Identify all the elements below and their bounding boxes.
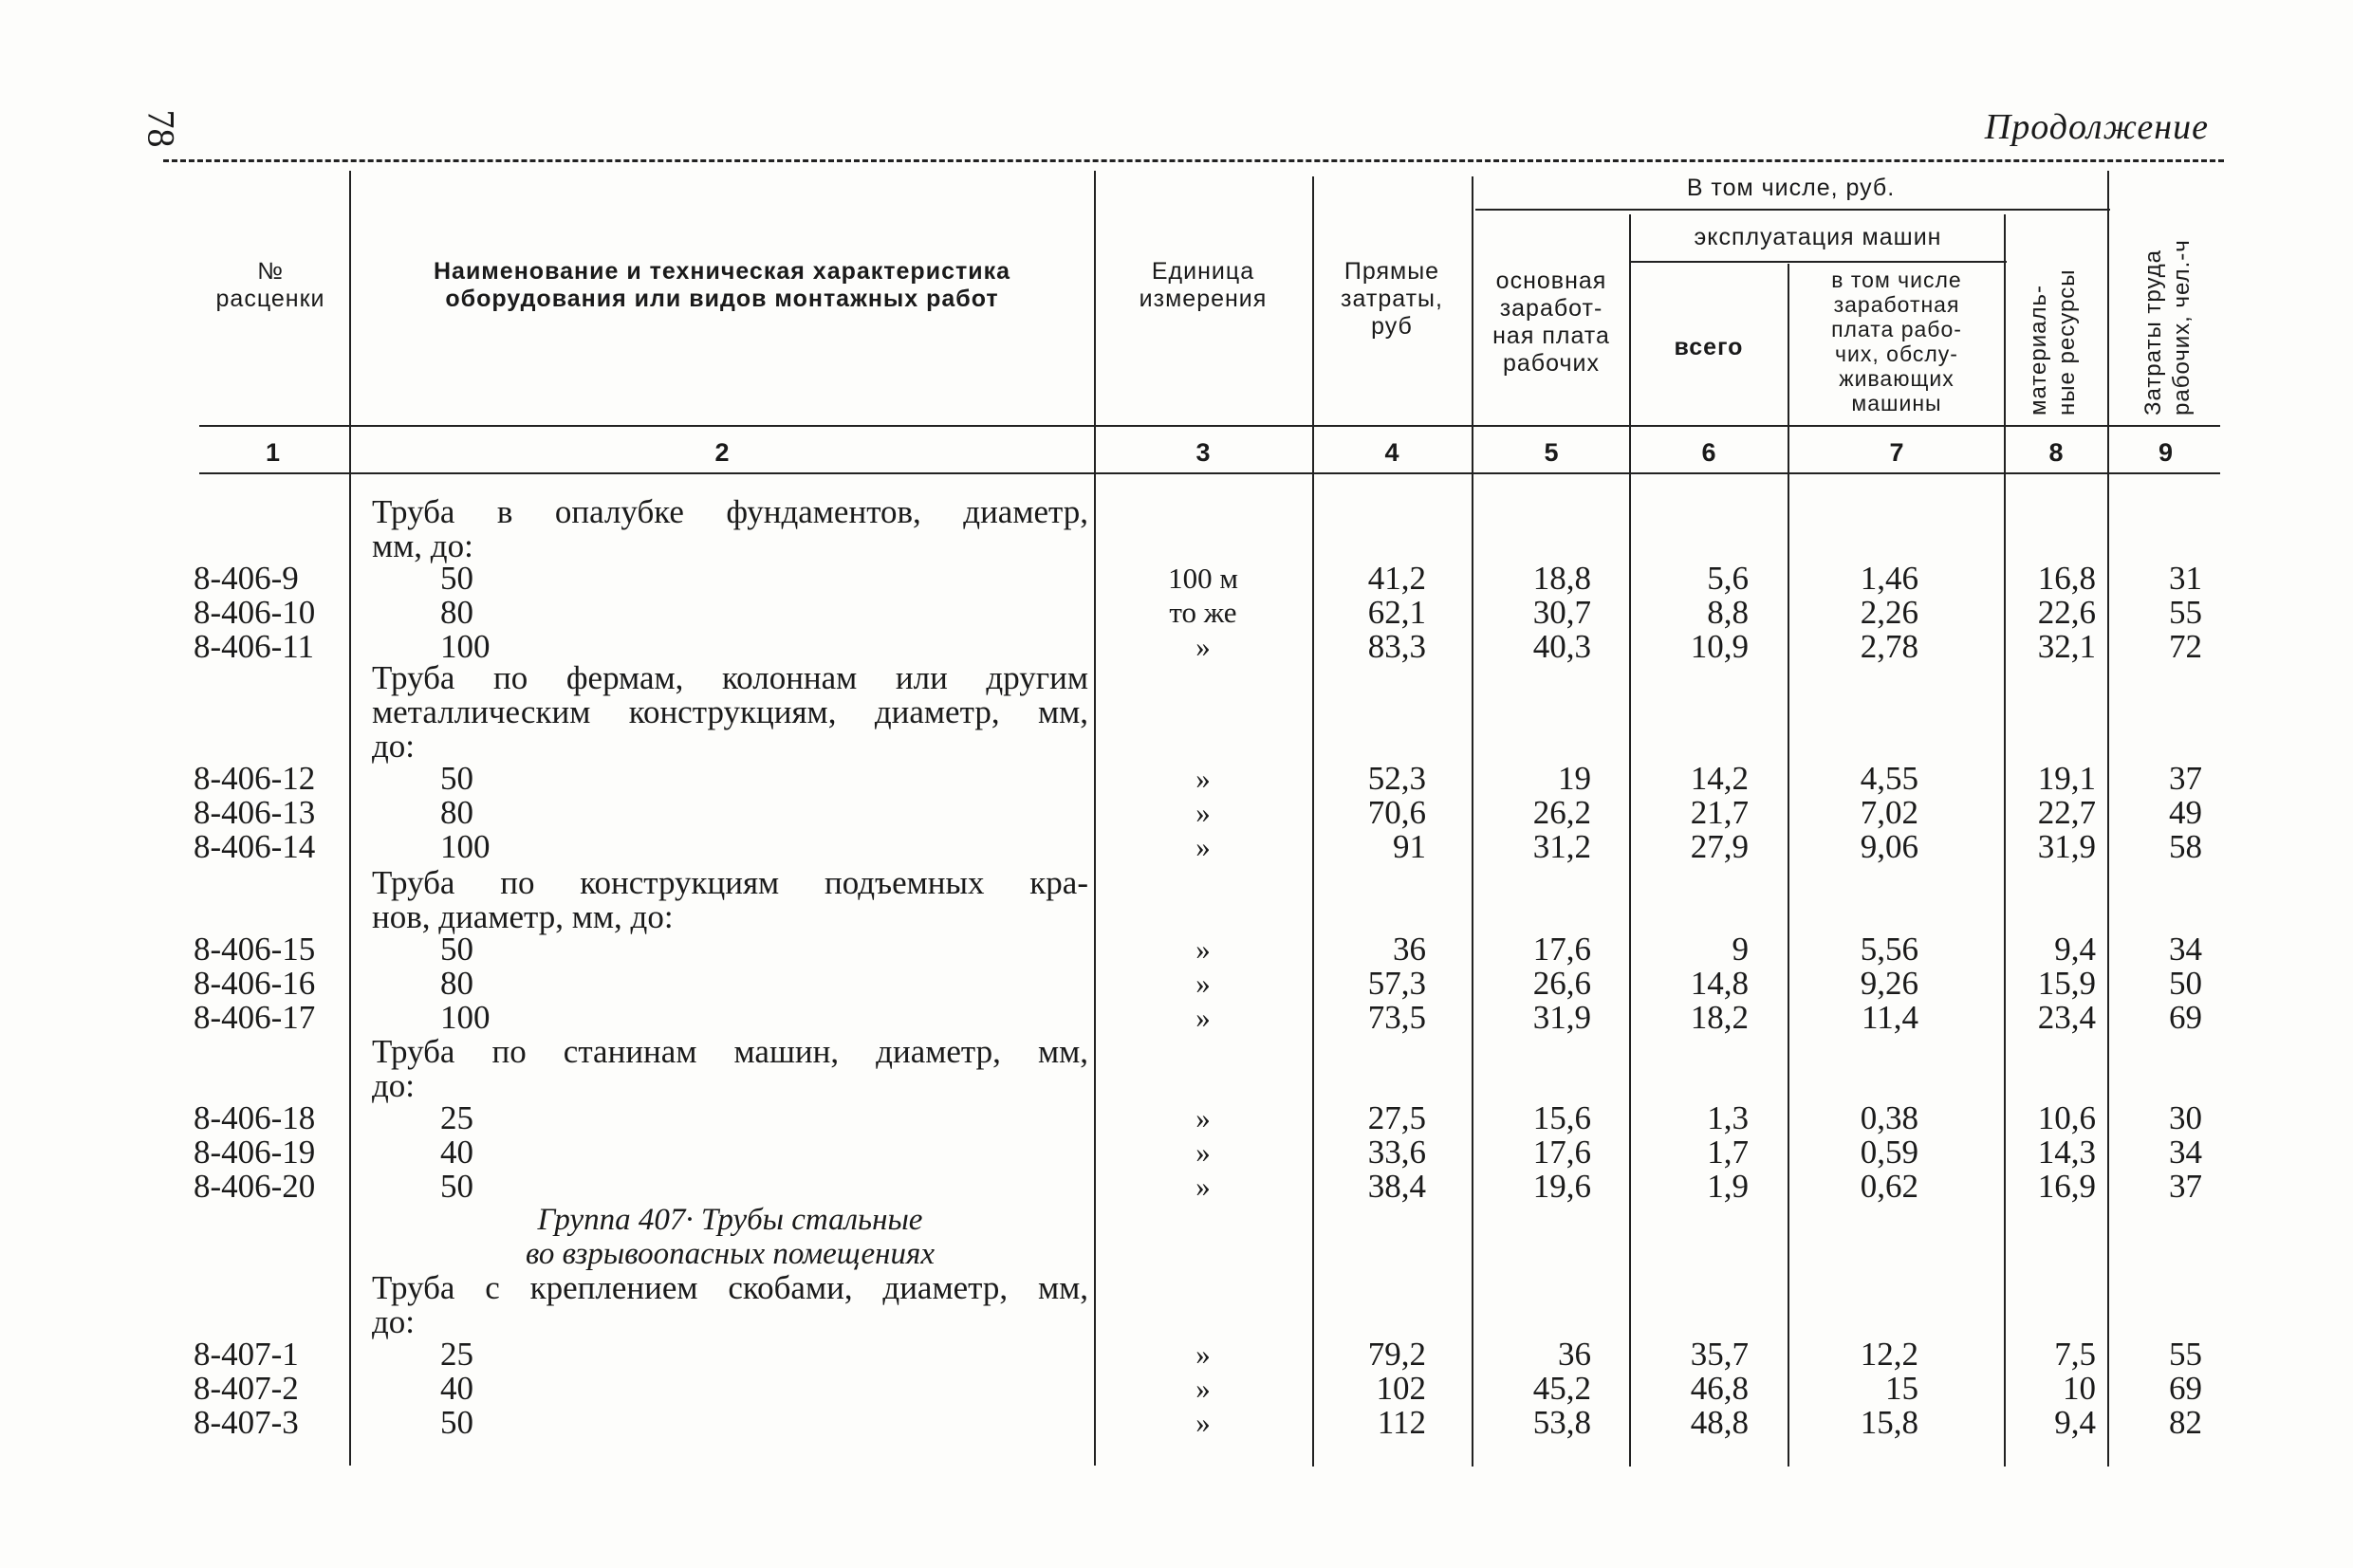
- cell-size: 50: [440, 1404, 473, 1441]
- cell-mat: 22,7: [2037, 794, 2096, 831]
- col-divider: [1629, 214, 1631, 1467]
- cell-mat: 31,9: [2037, 828, 2096, 865]
- header-text: живающих: [1839, 366, 1955, 391]
- cell-mach-wage: 15: [1885, 1370, 1918, 1407]
- cell-labor: 69: [2169, 1370, 2202, 1407]
- cell-labor: 49: [2169, 794, 2202, 831]
- header-machine-total: всего: [1674, 334, 1744, 360]
- cell-unit: 100 м: [1168, 562, 1238, 595]
- cell-wage: 31,2: [1532, 828, 1591, 865]
- header-text: рабочих, чел.-ч: [2169, 239, 2195, 415]
- rule-machine: [1629, 261, 2007, 263]
- cell-direct: 91: [1393, 828, 1426, 865]
- col-divider: [1788, 264, 1789, 1467]
- cell-wage: 40,3: [1532, 628, 1591, 665]
- col-divider: [1472, 176, 1473, 1467]
- cell-code: 8-406-10: [194, 594, 316, 631]
- header-number: [195, 258, 346, 313]
- cell-mat: 7,5: [2054, 1336, 2096, 1373]
- cell-unit: »: [1195, 967, 1211, 1000]
- column-number: 9: [2158, 438, 2174, 467]
- cell-code: 8-406-13: [194, 794, 316, 831]
- group-subtitle: во взрывоопасных помещениях: [525, 1237, 936, 1271]
- header-text: ная плата: [1492, 323, 1610, 349]
- cell-code: 8-406-17: [194, 999, 316, 1036]
- cell-code: 8-407-3: [194, 1404, 299, 1441]
- cell-direct: 73,5: [1367, 999, 1426, 1036]
- header-text: руб: [1371, 313, 1413, 340]
- cell-wage: 45,2: [1532, 1370, 1591, 1407]
- cell-labor: 69: [2169, 999, 2202, 1036]
- cell-unit: »: [1195, 796, 1211, 829]
- cell-wage: 26,2: [1532, 794, 1591, 831]
- header-text: Прямые: [1343, 258, 1440, 285]
- cell-labor: 72: [2169, 628, 2202, 665]
- header-text: измерения: [1139, 286, 1268, 312]
- cell-wage: 19: [1558, 760, 1591, 797]
- header-name: [353, 258, 1091, 313]
- cell-mach: 9: [1732, 931, 1749, 968]
- section-heading: до:: [372, 1067, 416, 1104]
- cell-mach: 1,7: [1707, 1134, 1749, 1171]
- cell-mach: 18,2: [1690, 999, 1749, 1036]
- header-text: в том числе: [1831, 267, 1962, 292]
- section-heading: Труба по фермам, колоннам или другим: [372, 659, 1088, 696]
- header-text: машины: [1851, 391, 1942, 415]
- cell-mat: 22,6: [2037, 594, 2096, 631]
- cell-wage: 31,9: [1532, 999, 1591, 1036]
- cell-wage: 17,6: [1532, 931, 1591, 968]
- cell-mat: 10,6: [2037, 1099, 2096, 1136]
- cell-size: 50: [440, 1168, 473, 1205]
- cell-direct: 52,3: [1367, 760, 1426, 797]
- cell-mat: 23,4: [2037, 999, 2096, 1036]
- col-divider: [1312, 176, 1314, 1467]
- cell-size: 100: [440, 999, 491, 1036]
- cell-size: 50: [440, 760, 473, 797]
- cell-code: 8-406-14: [194, 828, 316, 865]
- column-number: 5: [1544, 438, 1559, 467]
- cell-mach: 10,9: [1690, 628, 1749, 665]
- cell-size: 100: [440, 628, 491, 665]
- header-text: заработная: [1833, 292, 1960, 317]
- header-text: рабочих: [1503, 350, 1600, 377]
- cell-unit: то же: [1169, 596, 1237, 629]
- rule-header-bottom: [199, 425, 2220, 427]
- cell-mach: 46,8: [1690, 1370, 1749, 1407]
- cell-mat: 9,4: [2054, 931, 2096, 968]
- section-heading: Труба с креплением скобами, диаметр, мм,: [372, 1269, 1088, 1306]
- cell-code: 8-406-18: [194, 1099, 316, 1136]
- cell-code: 8-406-12: [194, 760, 316, 797]
- section-heading: Труба по станинам машин, диаметр, мм,: [372, 1033, 1088, 1070]
- cell-mat: 14,3: [2037, 1134, 2096, 1171]
- column-number: 2: [714, 438, 730, 467]
- cell-direct: 83,3: [1367, 628, 1426, 665]
- section-heading: металлическим конструкциям, диаметр, мм,: [372, 693, 1088, 730]
- cell-size: 25: [440, 1099, 473, 1136]
- cell-mach-wage: 7,02: [1860, 794, 1918, 831]
- cell-wage: 18,8: [1532, 560, 1591, 597]
- cell-unit: »: [1195, 1170, 1211, 1203]
- section-heading: Труба по конструкциям подъемных кра-: [372, 864, 1088, 901]
- cell-labor: 55: [2169, 594, 2202, 631]
- section-heading: до:: [372, 1303, 416, 1340]
- cell-unit: »: [1195, 1372, 1211, 1405]
- cell-unit: »: [1195, 1001, 1211, 1034]
- header-text: затраты,: [1341, 286, 1443, 312]
- cell-mach: 1,9: [1707, 1168, 1749, 1205]
- cell-wage: 36: [1558, 1336, 1591, 1373]
- cell-code: 8-406-15: [194, 931, 316, 968]
- header-text: №: [257, 258, 284, 285]
- cell-mat: 19,1: [2037, 760, 2096, 797]
- cell-direct: 57,3: [1367, 965, 1426, 1002]
- cell-mach-wage: 11,4: [1862, 999, 1918, 1036]
- cell-direct: 112: [1377, 1404, 1426, 1441]
- header-machine-wage: [1791, 267, 2002, 415]
- cell-labor: 37: [2169, 760, 2202, 797]
- continuation-label: Продолжение: [1984, 107, 2209, 147]
- cell-mat: 16,8: [2037, 560, 2096, 597]
- column-number: 7: [1889, 438, 1904, 467]
- cell-size: 80: [440, 965, 473, 1002]
- cell-size: 40: [440, 1370, 473, 1407]
- header-direct-costs: [1316, 258, 1468, 341]
- header-group-title: В том числе, руб.: [1686, 175, 1896, 201]
- col-divider: [2107, 171, 2109, 1467]
- cell-mach: 35,7: [1690, 1336, 1749, 1373]
- cell-size: 100: [440, 828, 491, 865]
- cell-wage: 26,6: [1532, 965, 1591, 1002]
- column-number: 4: [1384, 438, 1399, 467]
- cell-wage: 17,6: [1532, 1134, 1591, 1171]
- cell-labor: 30: [2169, 1099, 2202, 1136]
- header-text: ные ресурсы: [2054, 268, 2080, 415]
- cell-mach: 48,8: [1690, 1404, 1749, 1441]
- cell-mach-wage: 0,38: [1860, 1099, 1918, 1136]
- col-divider: [2004, 214, 2006, 1467]
- cell-mach-wage: 1,46: [1860, 560, 1918, 597]
- col-divider: [1094, 171, 1096, 1466]
- header-text: плата рабо-: [1831, 317, 1962, 341]
- header-base-wage: [1475, 267, 1627, 378]
- header-machine-group: эксплуатация машин: [1694, 224, 1942, 250]
- cell-mach-wage: 2,26: [1860, 594, 1918, 631]
- cell-size: 80: [440, 594, 473, 631]
- cell-mach: 21,7: [1690, 794, 1749, 831]
- column-number: 8: [2048, 438, 2064, 467]
- section-heading: Труба в опалубке фундаментов, диаметр,: [372, 493, 1088, 530]
- cell-labor: 34: [2169, 931, 2202, 968]
- column-number: 6: [1701, 438, 1716, 467]
- cell-mach: 27,9: [1690, 828, 1749, 865]
- cell-code: 8-406-20: [194, 1168, 316, 1205]
- cell-size: 50: [440, 931, 473, 968]
- cell-mach-wage: 0,59: [1860, 1134, 1918, 1171]
- cell-wage: 15,6: [1532, 1099, 1591, 1136]
- cell-mat: 16,9: [2037, 1168, 2096, 1205]
- cell-direct: 33,6: [1367, 1134, 1426, 1171]
- cell-wage: 19,6: [1532, 1168, 1591, 1205]
- header-text: материаль-: [2026, 285, 2051, 415]
- cell-size: 40: [440, 1134, 473, 1171]
- cell-mach: 8,8: [1707, 594, 1749, 631]
- rule-top: [163, 159, 2224, 162]
- cell-unit: »: [1195, 932, 1211, 966]
- header-labor: [2140, 239, 2196, 415]
- header-text: чих, обслу-: [1835, 341, 1958, 366]
- cell-labor: 37: [2169, 1168, 2202, 1205]
- cell-mat: 9,4: [2054, 1404, 2096, 1441]
- column-number: 3: [1195, 438, 1211, 467]
- cell-labor: 50: [2169, 965, 2202, 1002]
- header-text: заработ-: [1499, 295, 1603, 322]
- cell-mach-wage: 15,8: [1860, 1404, 1918, 1441]
- cell-direct: 38,4: [1367, 1168, 1426, 1205]
- cell-code: 8-407-1: [194, 1336, 299, 1373]
- cell-mach: 14,2: [1690, 760, 1749, 797]
- cell-direct: 36: [1393, 931, 1426, 968]
- cell-mach-wage: 0,62: [1860, 1168, 1918, 1205]
- section-heading: до:: [372, 728, 416, 765]
- cell-code: 8-407-2: [194, 1370, 299, 1407]
- header-text: Единица: [1151, 258, 1255, 285]
- cell-mach-wage: 12,2: [1860, 1336, 1918, 1373]
- cell-wage: 53,8: [1532, 1404, 1591, 1441]
- cell-mach: 5,6: [1707, 560, 1749, 597]
- cell-labor: 82: [2169, 1404, 2202, 1441]
- cell-mat: 10: [2063, 1370, 2096, 1407]
- cell-direct: 41,2: [1367, 560, 1426, 597]
- cell-mach-wage: 9,26: [1860, 965, 1918, 1002]
- rule-numbers-bottom: [199, 472, 2220, 474]
- cell-mach-wage: 4,55: [1860, 760, 1918, 797]
- cell-size: 50: [440, 560, 473, 597]
- header-text: основная: [1495, 267, 1607, 294]
- cell-mach-wage: 5,56: [1860, 931, 1918, 968]
- cell-code: 8-406-9: [194, 560, 299, 597]
- section-heading: нов, диаметр, мм, до:: [372, 898, 674, 935]
- cell-mach-wage: 2,78: [1860, 628, 1918, 665]
- cell-size: 25: [440, 1336, 473, 1373]
- cell-unit: »: [1195, 1337, 1211, 1371]
- cell-unit: »: [1195, 1101, 1211, 1134]
- cell-mach: 14,8: [1690, 965, 1749, 1002]
- cell-mat: 32,1: [2037, 628, 2096, 665]
- cell-direct: 27,5: [1367, 1099, 1426, 1136]
- cell-mat: 15,9: [2037, 965, 2096, 1002]
- cell-direct: 102: [1376, 1370, 1426, 1407]
- header-text: оборудования или видов монтажных работ: [445, 286, 999, 312]
- header-text: Наименование и техническая характеристика: [433, 258, 1011, 285]
- cell-direct: 62,1: [1367, 594, 1426, 631]
- cell-direct: 70,6: [1367, 794, 1426, 831]
- group-title: Группа 407· Трубы стальные: [537, 1203, 923, 1237]
- cell-size: 80: [440, 794, 473, 831]
- header-text: расценки: [215, 286, 325, 312]
- cell-code: 8-406-16: [194, 965, 316, 1002]
- cell-labor: 31: [2169, 560, 2202, 597]
- cell-labor: 55: [2169, 1336, 2202, 1373]
- cell-code: 8-406-19: [194, 1134, 316, 1171]
- cell-labor: 58: [2169, 828, 2202, 865]
- header-materials: [2025, 268, 2082, 415]
- cell-unit: »: [1195, 1135, 1211, 1169]
- cell-code: 8-406-11: [194, 628, 315, 665]
- cell-unit: »: [1195, 762, 1211, 795]
- cell-wage: 30,7: [1532, 594, 1591, 631]
- rule-group: [1475, 209, 2110, 211]
- cell-mach: 1,3: [1707, 1099, 1749, 1136]
- cell-labor: 34: [2169, 1134, 2202, 1171]
- header-text: Затраты труда: [2140, 249, 2166, 415]
- cell-unit: »: [1195, 830, 1211, 863]
- cell-direct: 79,2: [1367, 1336, 1426, 1373]
- column-number: 1: [265, 438, 281, 467]
- header-unit: [1098, 258, 1308, 313]
- cell-unit: »: [1195, 1406, 1211, 1439]
- page-number: 78: [139, 109, 183, 148]
- cell-unit: »: [1195, 630, 1211, 663]
- section-heading: мм, до:: [372, 527, 473, 564]
- cell-mach-wage: 9,06: [1860, 828, 1918, 865]
